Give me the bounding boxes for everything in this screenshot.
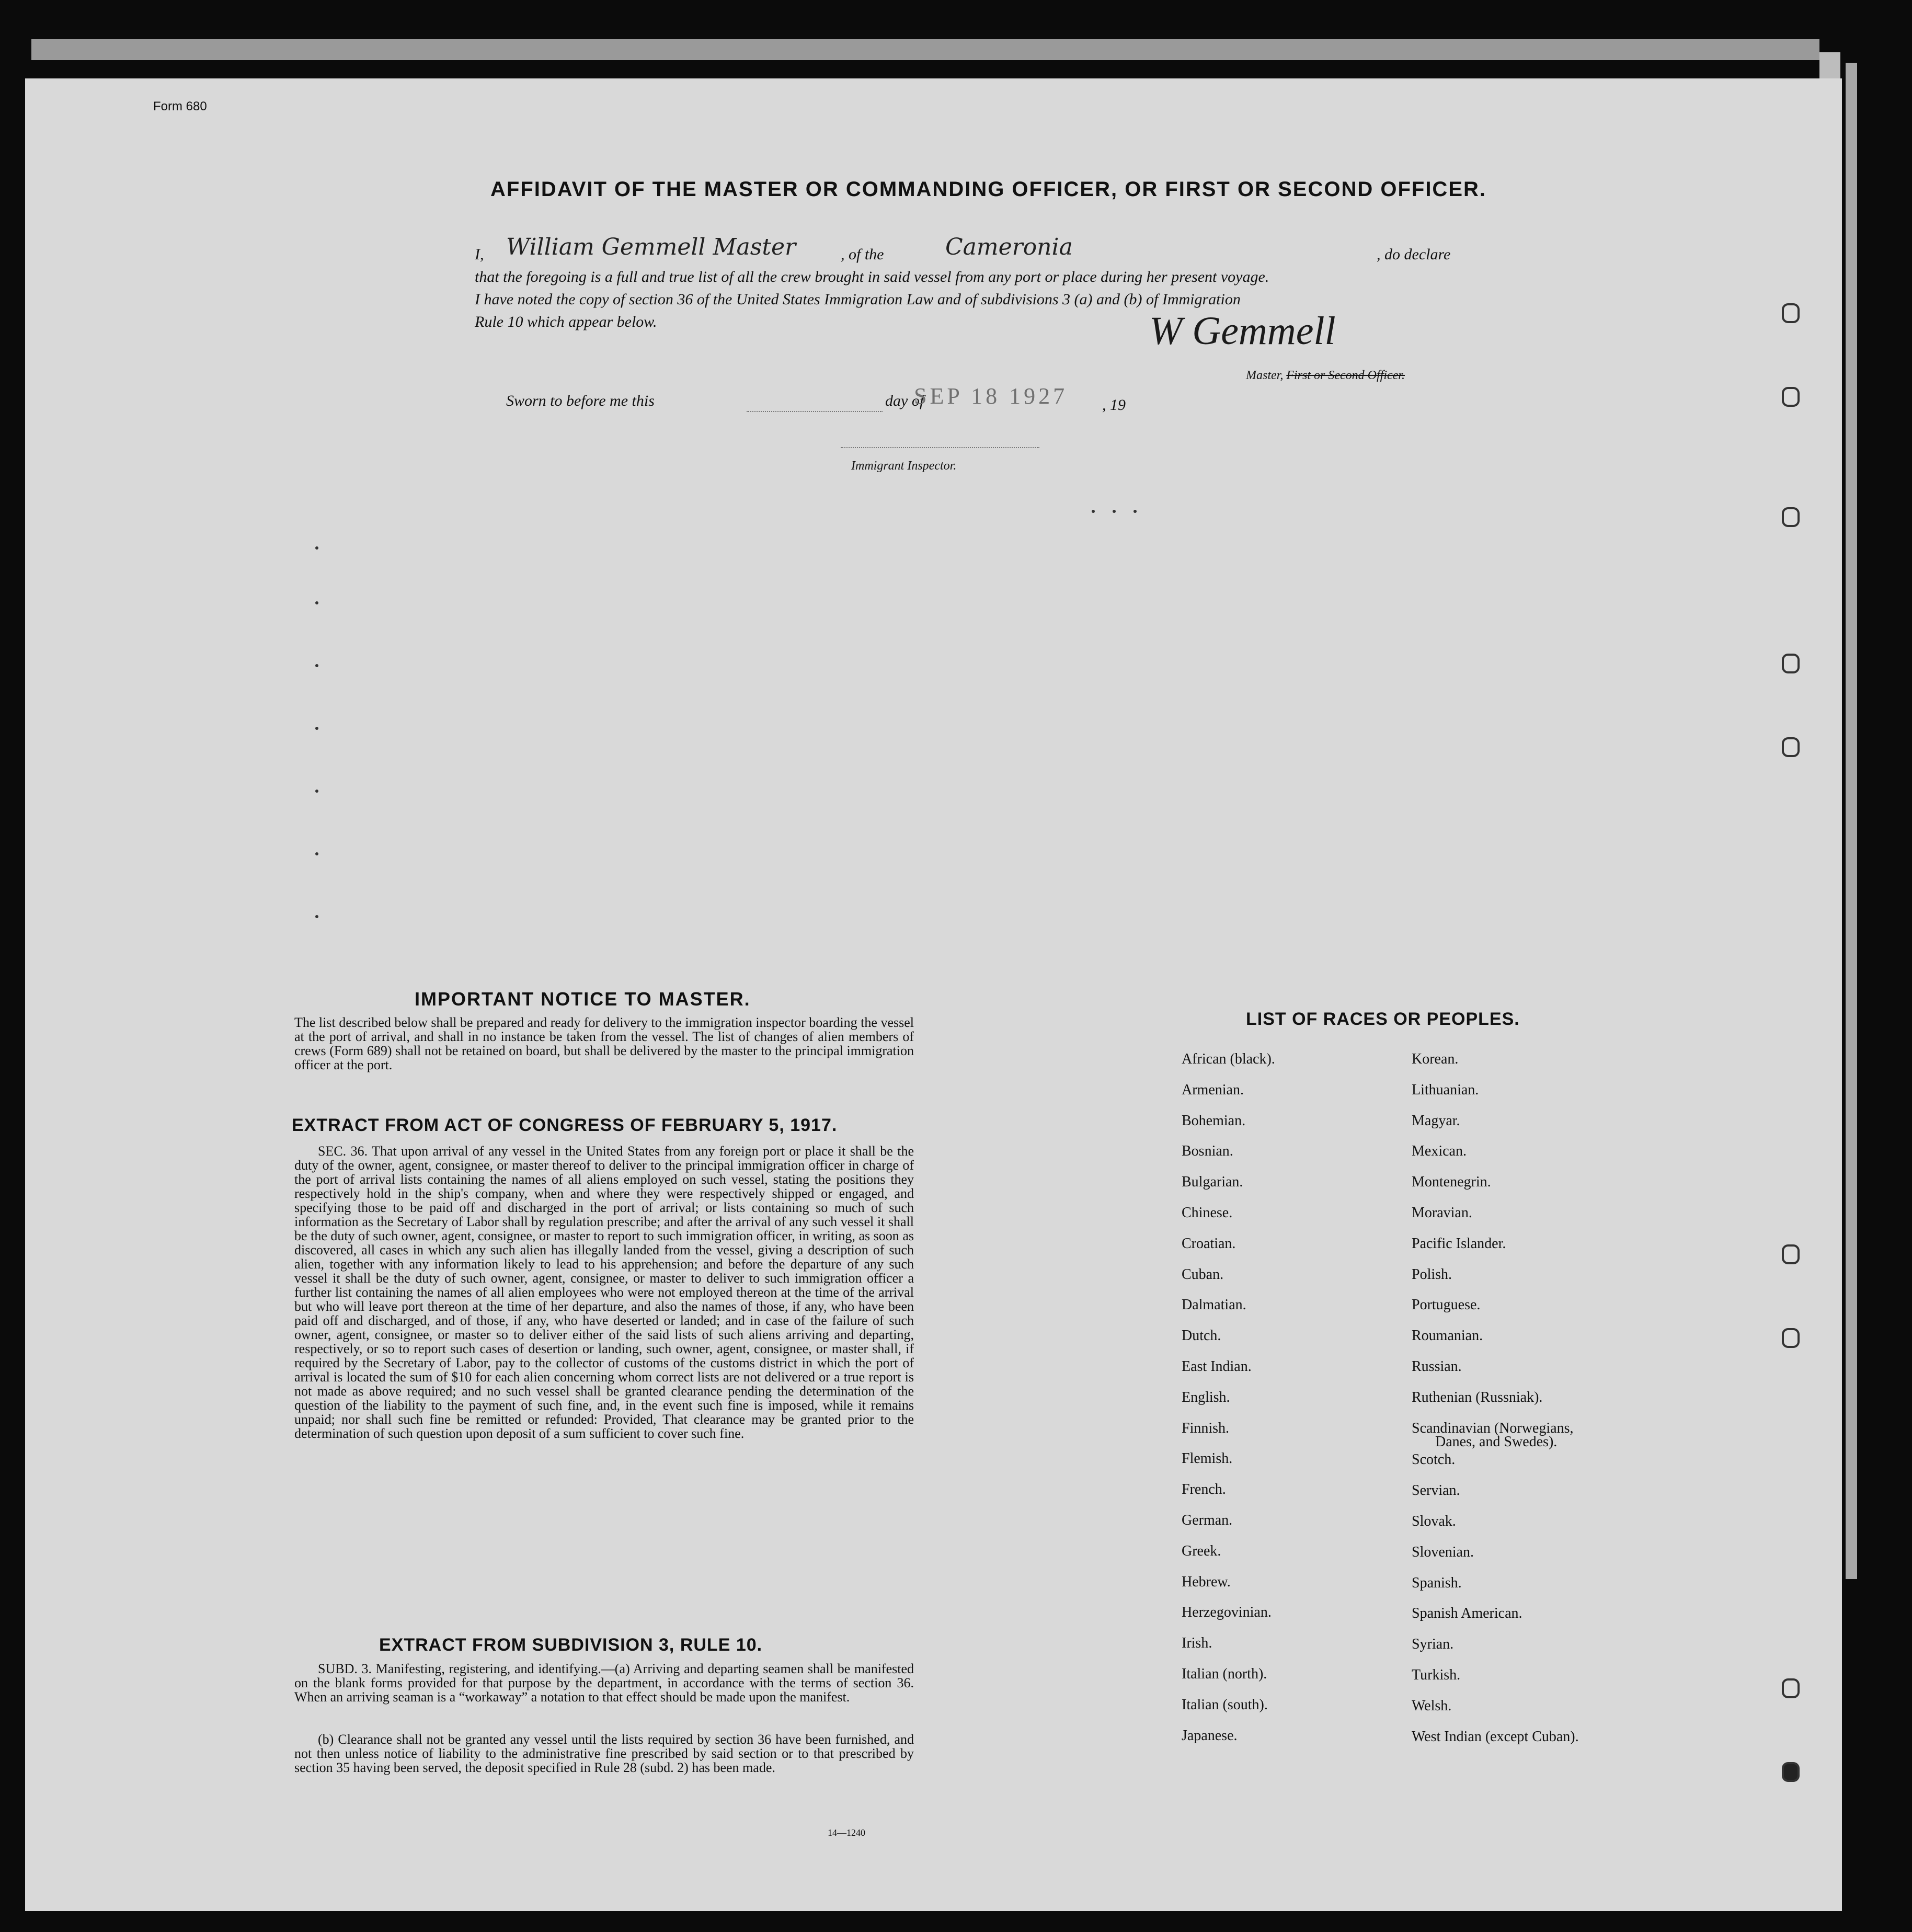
race-item: German. — [1182, 1512, 1233, 1528]
race-item: Turkish. — [1412, 1667, 1461, 1683]
race-item: Syrian. — [1412, 1636, 1454, 1653]
race-item: Cuban. — [1182, 1266, 1224, 1283]
form-reference: 14—1240 — [828, 1827, 865, 1838]
race-item: African (black). — [1182, 1051, 1275, 1067]
binding-hole — [1782, 1678, 1800, 1698]
race-item: Finnish. — [1182, 1420, 1230, 1436]
race-item: Danes, and Swedes). — [1435, 1433, 1558, 1450]
rule-extract-title: EXTRACT FROM SUBDIVISION 3, RULE 10. — [379, 1635, 763, 1655]
struck-officer-text: First or Second Officer. — [1286, 369, 1405, 382]
sheet-edge — [1846, 63, 1857, 1579]
bleed-dot — [315, 664, 318, 667]
race-item: Bohemian. — [1182, 1112, 1246, 1129]
bleed-dot — [1092, 510, 1095, 513]
binding-hole — [1782, 1328, 1800, 1348]
declaration-line-4: Rule 10 which appear below. — [475, 313, 657, 330]
binding-hole — [1782, 1762, 1800, 1782]
race-item: Herzegovinian. — [1182, 1604, 1272, 1621]
race-item: Russian. — [1412, 1358, 1462, 1375]
notice-title: IMPORTANT NOTICE TO MASTER. — [415, 988, 751, 1010]
master-signature: W Gemmell — [1149, 309, 1336, 353]
race-item: Slovak. — [1412, 1513, 1456, 1529]
binding-hole — [1782, 387, 1800, 407]
sheet-edge — [31, 39, 1819, 60]
race-item: Korean. — [1412, 1051, 1459, 1067]
rule-extract-subdivision-a: SUBD. 3. Manifesting, registering, and identifying.—(a) Arriving and departing seamen shall be manifested on the blank forms provided for that purpose by the department, in accordance with the terms of section 36. When an arriving seaman is a “workaway” a notation to that effect should be made upon the manifest. — [294, 1661, 914, 1705]
affidavit-title: AFFIDAVIT OF THE MASTER OR COMMANDING OFFICER, OR FIRST OR SECOND OFFICER. — [490, 178, 1486, 201]
race-item: Moravian. — [1412, 1205, 1472, 1221]
race-item: French. — [1182, 1481, 1226, 1498]
of-the-label: , of the — [841, 246, 884, 263]
bleed-dot — [315, 546, 318, 550]
race-item: Mexican. — [1412, 1143, 1467, 1160]
day-of-label: day of — [885, 392, 924, 409]
master-caption: Master, First or Second Officer. — [1246, 369, 1405, 382]
race-item: Polish. — [1412, 1266, 1452, 1283]
race-item: Bulgarian. — [1182, 1174, 1243, 1191]
race-item: Scotch. — [1412, 1451, 1456, 1468]
vessel-name-handwritten: Cameronia — [945, 234, 1073, 260]
binding-hole — [1782, 737, 1800, 757]
race-item: Japanese. — [1182, 1727, 1238, 1744]
race-item: Scandinavian (Norwegians, — [1412, 1420, 1574, 1436]
inspector-signature-line — [841, 447, 1039, 448]
declaration-line-1 — [475, 234, 1479, 266]
race-item: Italian (south). — [1182, 1696, 1268, 1713]
race-item: Magyar. — [1412, 1112, 1460, 1129]
race-item: Roumanian. — [1412, 1328, 1483, 1344]
race-item: Dutch. — [1182, 1328, 1221, 1344]
binding-hole — [1782, 507, 1800, 527]
master-name-handwritten: William Gemmell Master — [506, 234, 796, 260]
race-item: Ruthenian (Russniak). — [1412, 1389, 1543, 1405]
binding-hole — [1782, 654, 1800, 673]
bleed-dot — [315, 601, 318, 604]
bleed-dot — [1134, 510, 1137, 513]
notice-body: The list described below shall be prepared and ready for delivery to the immigration inspector boarding the vessel at the port of arrival, and shall in no instance be taken from the vessel. The list of changes of alien members of crews (Form 689) shall not be retained on board, but shall be delivered by the master to the principal immigration officer at the port. — [294, 1015, 914, 1072]
year-label: , 19 — [1102, 396, 1126, 414]
race-item: Italian (north). — [1182, 1666, 1267, 1682]
date-stamp: SEP 18 1927 — [914, 383, 1068, 409]
race-item: Slovenian. — [1412, 1544, 1474, 1560]
race-item: Spanish American. — [1412, 1605, 1522, 1622]
do-declare-label: , do declare — [1377, 246, 1451, 263]
races-title: LIST OF RACES OR PEOPLES. — [1246, 1009, 1520, 1029]
bleed-dot — [315, 852, 318, 855]
inspector-label: Immigrant Inspector. — [851, 459, 957, 473]
race-item: Pacific Islander. — [1412, 1235, 1506, 1252]
declaration-line-3: I have noted the copy of section 36 of the United States Immigration Law and of subdivisions 3 (a) and (b) of Immigration — [475, 291, 1241, 308]
race-item: Greek. — [1182, 1542, 1221, 1559]
race-item: Flemish. — [1182, 1450, 1233, 1467]
race-item: East Indian. — [1182, 1358, 1252, 1375]
prefix-i: I, — [475, 246, 484, 263]
act-extract-title: EXTRACT FROM ACT OF CONGRESS OF FEBRUARY 5, 1917. — [292, 1115, 838, 1135]
sworn-label: Sworn to before me this — [506, 392, 655, 409]
race-item: West Indian (except Cuban). — [1412, 1728, 1579, 1745]
bleed-dot — [1113, 510, 1116, 513]
bleed-dot — [315, 915, 318, 918]
race-item: Servian. — [1412, 1482, 1460, 1499]
race-item: English. — [1182, 1389, 1230, 1405]
race-item: Chinese. — [1182, 1205, 1233, 1221]
race-item: Welsh. — [1412, 1697, 1452, 1714]
race-item: Spanish. — [1412, 1574, 1462, 1591]
race-item: Irish. — [1182, 1635, 1212, 1652]
document-page — [25, 78, 1842, 1911]
form-number: Form 680 — [153, 99, 207, 113]
declaration-line-2: that the foregoing is a full and true list of all the crew brought in said vessel from any port or place during her present voyage. — [475, 268, 1269, 285]
rule-extract-subdivision-b: (b) Clearance shall not be granted any vessel until the lists required by section 36 have been furnished, and not then unless notice of liability to the administrative fine prescribed by said section or to that prescribed by section 35 having been served, the deposit specified in Rule 28 (subd. 2) has been made. — [294, 1732, 914, 1775]
day-blank-line — [747, 411, 883, 412]
bleed-dot — [315, 790, 318, 793]
race-item: Croatian. — [1182, 1235, 1236, 1252]
binding-hole — [1782, 1244, 1800, 1264]
bleed-dot — [315, 727, 318, 730]
race-item: Armenian. — [1182, 1081, 1244, 1098]
race-item: Bosnian. — [1182, 1143, 1233, 1160]
race-item: Montenegrin. — [1412, 1174, 1491, 1191]
race-item: Portuguese. — [1412, 1297, 1481, 1313]
race-item: Lithuanian. — [1412, 1081, 1479, 1098]
act-extract-body: SEC. 36. That upon arrival of any vessel in the United States from any foreign port or place it shall be the duty of the owner, agent, consignee, or master thereof to deliver to the principal immigration officer in charge of the port of arrival lists containing the names of all aliens employed on such vessel, stating the positions they respectively hold in the ship's company, when and where they were respectively shipped or engaged, and specifying those to be paid off and discharged in the port of arrival; or lists containing so much of such information as the Secretary of Labor shall by regulation prescribe; and after the arrival of any such vessel it shall be the duty of such owner, agent, consignee, or master to report to such immigration officer, in writing, as soon as discovered, all cases in which any such alien has illegally landed from the vessel, giving a description of such alien, together with any information likely to lead to his apprehension; and before the departure of any such vessel it shall be the duty of such owner, agent, consignee, or master to deliver to such immigration officer a further list containing the names of all alien employees who were not employed thereon at the time of the arrival but who will leave port thereon at the time of her departure, and also the names of those, if any, who have been paid off and discharged, and of those, if any, who have deserted or landed; and in case of the failure of such owner, agent, consignee, or master so to deliver either of the said lists of such aliens arriving and departing, respectively, or so to report such cases of desertion or landing, such owner, agent, consignee, or master shall, if required by the Secretary of Labor, pay to the collector of customs of the customs district in which the port of arrival is located the sum of $10 for each alien concerning whom correct lists are not delivered or a true report is not made as above required; and no such vessel shall be granted clearance pending the determination of the question of the liability to the payment of such fine, and, in the event such fine is imposed, while it remains unpaid; nor shall such fine be remitted or refunded: Provided, That clearance may be granted prior to the determination of such question upon deposit of a sum sufficient to cover such fine. — [294, 1144, 914, 1441]
race-item: Dalmatian. — [1182, 1297, 1246, 1313]
binding-hole — [1782, 303, 1800, 323]
race-item: Hebrew. — [1182, 1573, 1231, 1590]
